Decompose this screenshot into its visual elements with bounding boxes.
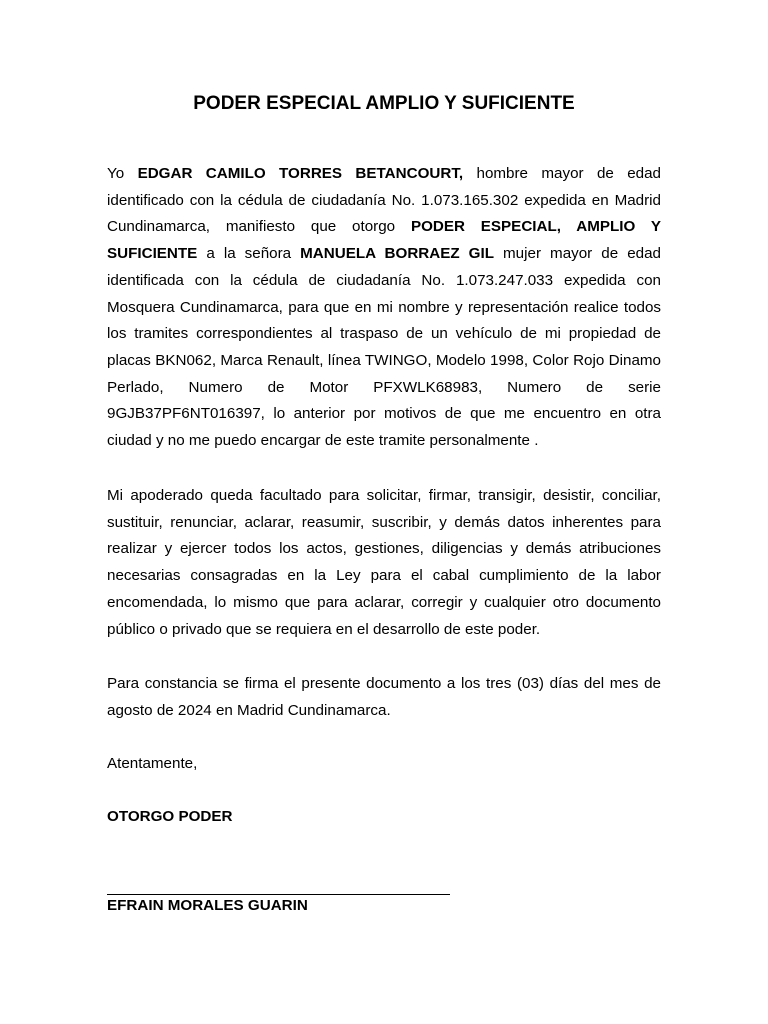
grant-label: OTORGO PODER <box>107 808 233 825</box>
document-title: PODER ESPECIAL AMPLIO Y SUFICIENTE <box>193 93 575 114</box>
p1-text-2: hombre mayor de edad identificado con la cédula de ciudadanía No. 1.073.165.302 expedida en Madrid Cundinamarca, manifiesto que otorgo <box>107 165 661 236</box>
paragraph-signing-date: Para constancia se firma el presente documento a los tres (03) días del mes de agosto de 2024 en Madrid Cundinamarca. <box>107 675 661 719</box>
p1-text-1: Yo <box>107 165 138 182</box>
closing-salutation: Atentamente, <box>107 755 198 772</box>
power-type: PODER ESPECIAL, AMPLIO Y SUFICIENTE <box>107 218 661 263</box>
paragraph-powers: Mi apoderado queda facultado para solicitar, firmar, transigir, desistir, conciliar, sustituir, renunciar, aclarar, reasumir, suscribir, y demás datos inherentes para realizar y ejercer todos los actos, gestiones, diligencias y demás atribuciones necesarias consagradas en la Ley para el cabal cumplimiento de la labor encomendada, lo mismo que para aclarar, corregir y cualquier otro documento público o privado que se requiera en el desarrollo de este poder. <box>107 487 661 638</box>
grantor-name: EDGAR CAMILO TORRES BETANCOURT, <box>137 165 464 182</box>
signatory-name: EFRAIN MORALES GUARIN <box>107 897 308 914</box>
paragraph-grant-statement <box>107 161 661 455</box>
attorney-name: MANUELA BORRAEZ GIL <box>300 245 494 263</box>
p1-text-3: a la señora <box>197 245 301 263</box>
p1-text-4: mujer mayor de edad identificada con la cédula de ciudadanía No. 1.073.247.033 expedida con Mosquera Cundinamarca, para que en mi nombre y representación realice todos los tramites correspondientes al traspaso de un vehículo de mi propiedad de placas BKN062, Marca Renault, línea TWINGO, Modelo 1998, Color Rojo Dinamo Perlado, Numero de Motor PFXWLK68983, Numero de serie 9GJB37PF6NT016397, lo anterior por motivos de que me encuentro en otra ciudad y no me puedo encargar de este tramite personalmente . <box>107 245 661 450</box>
